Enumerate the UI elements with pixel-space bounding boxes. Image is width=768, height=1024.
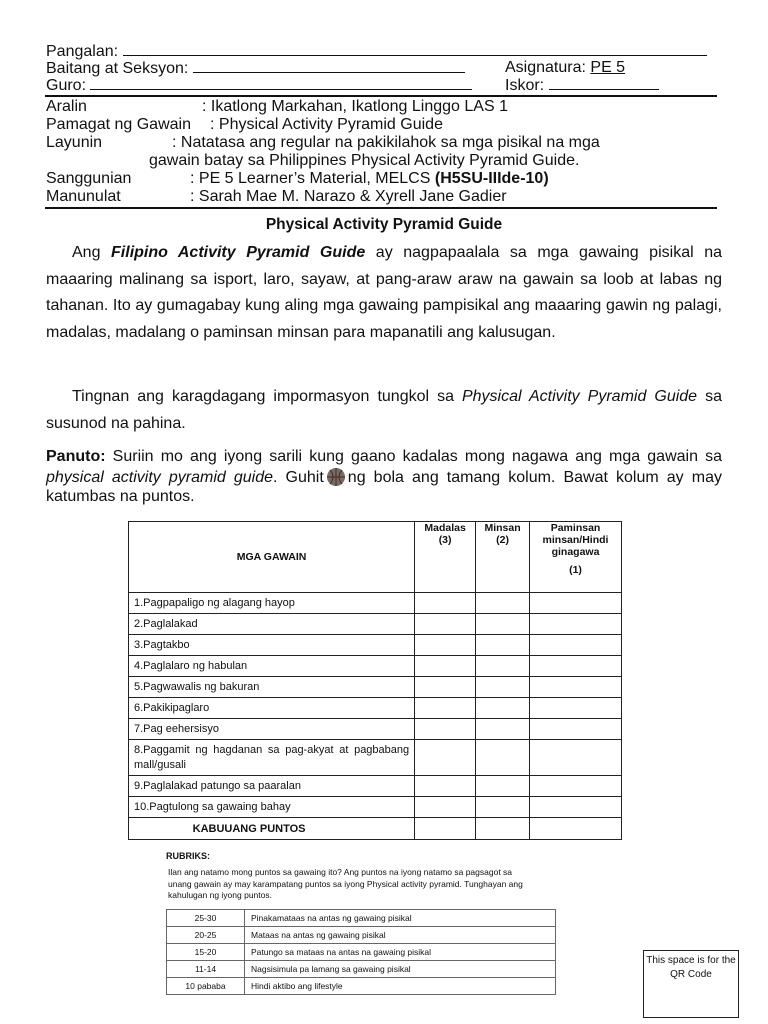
rubric-row bbox=[167, 927, 556, 944]
manunulat-value: : Sarah Mae M. Narazo & Xyrell Jane Gadier bbox=[190, 188, 507, 205]
madalas-cell[interactable] bbox=[415, 797, 476, 818]
rubric-meaning: Hindi aktibo ang lifestyle bbox=[245, 978, 556, 995]
panuto-text-c: ng bola ang tamang kolum. Bawat kolum ay may katumbas na puntos. bbox=[46, 468, 722, 505]
qr-code-placeholder bbox=[643, 950, 739, 1018]
p2-rest: sa susunod na pahina. bbox=[46, 388, 722, 432]
layunin-value-1: : Natatasa ang regular na pakikilahok sa mga pisikal na mga bbox=[172, 134, 600, 151]
table-row bbox=[129, 776, 622, 797]
activity-name: 5.Pagwawalis ng bakuran bbox=[129, 677, 415, 698]
table-row bbox=[129, 698, 622, 719]
total-label: KABUUANG PUNTOS bbox=[129, 818, 415, 840]
intro-paragraph bbox=[46, 240, 722, 346]
aralin-label: Aralin bbox=[46, 98, 87, 115]
iskor-blank[interactable] bbox=[549, 75, 659, 90]
paminsan-cell[interactable] bbox=[530, 776, 622, 797]
madalas-cell[interactable] bbox=[415, 677, 476, 698]
table-row bbox=[129, 740, 622, 776]
activity-table bbox=[128, 521, 622, 840]
paminsan-cell[interactable] bbox=[530, 656, 622, 677]
activity-name: 4.Paglalaro ng habulan bbox=[129, 656, 415, 677]
madalas-cell[interactable] bbox=[415, 635, 476, 656]
total-madalas-cell[interactable] bbox=[415, 818, 476, 840]
paminsan-cell[interactable] bbox=[530, 677, 622, 698]
pamagat-value: : Physical Activity Pyramid Guide bbox=[210, 116, 443, 133]
rubric-range: 15-20 bbox=[167, 944, 245, 961]
manunulat-label: Manunulat bbox=[46, 188, 121, 205]
paminsan-cell[interactable] bbox=[530, 614, 622, 635]
rubric-range: 10 pababa bbox=[167, 978, 245, 995]
minsan-cell[interactable] bbox=[476, 740, 530, 776]
p1-rest: ay nagpapaalala sa mga gawaing pisikal na maaaring malinang sa isport, laro, sayaw, at pang-araw araw na gawain sa loob at labas ng tahanan. Ito ay gumagabay kung aling mga gawaing pampisikal ang maaaring gawin ng palagi, madalas, madalang o paminsan minsan para mapanatili ang kalusugan. bbox=[46, 244, 722, 341]
rubric-intro: Ilan ang natamo mong puntos sa gawaing ito? Ang puntos na iyong natamo sa pagsagot sa unang gawain ay may karampatang puntos sa iyong Physical activity pyramid. Tunghayan ang kahulugan ng iyong puntos. bbox=[168, 867, 523, 900]
minsan-cell[interactable] bbox=[476, 698, 530, 719]
minsan-cell[interactable] bbox=[476, 776, 530, 797]
table-row bbox=[129, 677, 622, 698]
baitang-label: Baitang at Seksyon: bbox=[46, 60, 189, 77]
madalas-cell[interactable] bbox=[415, 740, 476, 776]
total-paminsan-cell[interactable] bbox=[530, 818, 622, 840]
madalas-cell[interactable] bbox=[415, 593, 476, 614]
panuto-text-b: . Guhit bbox=[273, 468, 324, 486]
col-header-paminsan-label: Paminsan minsan/Hindi ginagawa bbox=[542, 522, 609, 558]
panuto-text-a: Suriin mo ang iyong sarili kung gaano kadalas mong nagawa ang mga gawain sa bbox=[105, 448, 722, 465]
activity-name: 6.Pakikipaglaro bbox=[129, 698, 415, 719]
sanggunian-text: : PE 5 Learner’s Material, MELCS bbox=[190, 170, 431, 187]
col-header-gawain: MGA GAWAIN bbox=[129, 522, 415, 593]
col-header-madalas: Madalas (3) bbox=[415, 522, 476, 593]
guro-blank[interactable] bbox=[90, 75, 472, 90]
paminsan-cell[interactable] bbox=[530, 719, 622, 740]
minsan-cell[interactable] bbox=[476, 719, 530, 740]
col-header-minsan: Minsan (2) bbox=[476, 522, 530, 593]
table-row bbox=[129, 635, 622, 656]
panuto-label: Panuto: bbox=[46, 448, 106, 465]
table-header-row bbox=[129, 522, 622, 593]
qr-note: This space is for the QR Code bbox=[646, 955, 736, 980]
madalas-cell[interactable] bbox=[415, 656, 476, 677]
minsan-cell[interactable] bbox=[476, 593, 530, 614]
table-row bbox=[129, 797, 622, 818]
madalas-cell[interactable] bbox=[415, 698, 476, 719]
asignatura-value: PE 5 bbox=[590, 59, 626, 76]
rubric-meaning: Pinakamataas na antas ng gawaing pisikal bbox=[245, 910, 556, 927]
pamagat-label: Pamagat ng Gawain bbox=[46, 116, 191, 133]
rubric-meaning: Mataas na antas ng gawaing pisikal bbox=[245, 927, 556, 944]
rubric-range: 20-25 bbox=[167, 927, 245, 944]
rubric-range: 11-14 bbox=[167, 961, 245, 978]
paminsan-cell[interactable] bbox=[530, 698, 622, 719]
paminsan-cell[interactable] bbox=[530, 635, 622, 656]
paminsan-cell[interactable] bbox=[530, 593, 622, 614]
activity-name: 8.Paggamit ng hagdanan sa pag-akyat at pagbabang mall/gusali bbox=[129, 740, 415, 776]
rubric-row bbox=[167, 978, 556, 995]
info-paragraph bbox=[46, 384, 722, 437]
activity-name: 7.Pag eehersisyo bbox=[129, 719, 415, 740]
table-row bbox=[129, 656, 622, 677]
minsan-cell[interactable] bbox=[476, 797, 530, 818]
sanggunian-value bbox=[190, 169, 549, 188]
baitang-blank[interactable] bbox=[193, 58, 465, 73]
guro-label: Guro: bbox=[46, 77, 87, 94]
table-row bbox=[129, 719, 622, 740]
p1-start: Ang bbox=[72, 244, 112, 261]
p1-emphasis: Filipino Activity Pyramid Guide bbox=[111, 244, 366, 261]
minsan-cell[interactable] bbox=[476, 635, 530, 656]
minsan-cell[interactable] bbox=[476, 677, 530, 698]
page-title: Physical Activity Pyramid Guide bbox=[265, 216, 503, 233]
rubric-meaning: Patungo sa mataas na antas na gawaing pisikal bbox=[245, 944, 556, 961]
layunin-label: Layunin bbox=[46, 134, 103, 151]
iskor-field bbox=[505, 75, 659, 95]
rubric-title: RUBRIKS: bbox=[166, 851, 210, 861]
paminsan-cell[interactable] bbox=[530, 740, 622, 776]
pangalan-label: Pangalan: bbox=[46, 43, 119, 60]
madalas-cell[interactable] bbox=[415, 776, 476, 797]
activity-name: 9.Paglalakad patungo sa paaralan bbox=[129, 776, 415, 797]
iskor-label: Iskor: bbox=[505, 77, 545, 94]
table-row bbox=[129, 593, 622, 614]
activity-name: 3.Pagtakbo bbox=[129, 635, 415, 656]
rubric-meaning: Nagsisimula pa lamang sa gawaing pisikal bbox=[245, 961, 556, 978]
rubric-range: 25-30 bbox=[167, 910, 245, 927]
rubric-row bbox=[167, 961, 556, 978]
minsan-cell[interactable] bbox=[476, 656, 530, 677]
table-row bbox=[129, 614, 622, 635]
asignatura-label: Asignatura: bbox=[505, 59, 586, 76]
minsan-cell[interactable] bbox=[476, 614, 530, 635]
activity-name: 1.Pagpapaligo ng alagang hayop bbox=[129, 593, 415, 614]
aralin-value: : Ikatlong Markahan, Ikatlong Linggo LAS 1 bbox=[202, 98, 508, 115]
basketball-icon bbox=[326, 467, 346, 487]
paminsan-cell[interactable] bbox=[530, 797, 622, 818]
activity-name: 2.Paglalakad bbox=[129, 614, 415, 635]
info-divider bbox=[45, 207, 717, 209]
rubric-row bbox=[167, 944, 556, 961]
sanggunian-code: (H5SU-IIIde-10) bbox=[434, 170, 549, 187]
total-row bbox=[129, 818, 622, 840]
madalas-cell[interactable] bbox=[415, 614, 476, 635]
p2-emphasis: Physical Activity Pyramid Guide bbox=[461, 388, 698, 405]
col-header-paminsan bbox=[530, 522, 622, 593]
panuto-emphasis: physical activity pyramid guide bbox=[46, 468, 274, 486]
rubric-table bbox=[166, 909, 556, 995]
sanggunian-label: Sanggunian bbox=[46, 170, 132, 187]
madalas-cell[interactable] bbox=[415, 719, 476, 740]
guro-field bbox=[46, 75, 472, 95]
total-minsan-cell[interactable] bbox=[476, 818, 530, 840]
activity-name: 10.Pagtulong sa gawaing bahay bbox=[129, 797, 415, 818]
p2-start: Tingnan ang karagdagang impormasyon tungkol sa bbox=[72, 388, 462, 405]
layunin-value-2: gawain batay sa Philippines Physical Activity Pyramid Guide. bbox=[149, 152, 580, 169]
col-header-paminsan-points: (1) bbox=[569, 564, 582, 576]
pangalan-blank[interactable] bbox=[123, 41, 707, 56]
rubric-row bbox=[167, 910, 556, 927]
instructions-paragraph bbox=[46, 447, 722, 507]
